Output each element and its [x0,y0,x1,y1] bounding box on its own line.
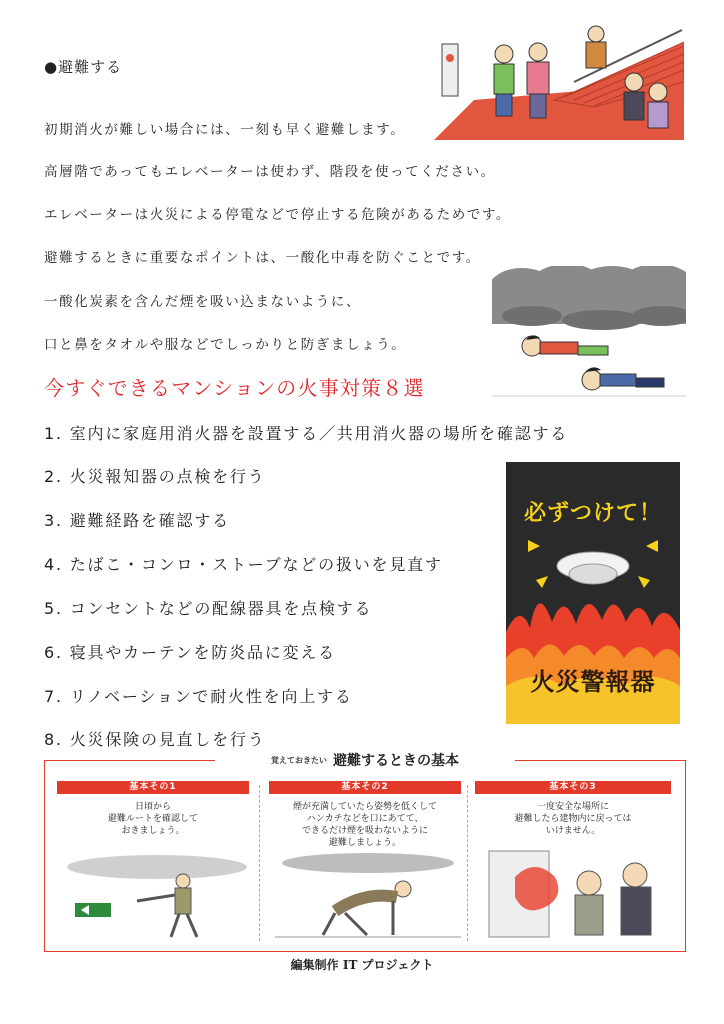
list-item: 7. リノベーションで耐火性を向上する [44,687,353,706]
paragraph-6: 口と鼻をタオルや服などでしっかりと防ぎましょう。 [44,337,407,353]
paragraph-5: 一酸化炭素を含んだ煙を吸い込まないように、 [44,294,362,310]
list-item: 3. 避難経路を確認する [44,511,230,530]
basic-2-header: 基本その2 [269,781,461,794]
panel-title: 避難するときの基本 [333,753,459,769]
list-item: 2. 火災報知器の点検を行う [44,467,266,486]
list-item: 4. たばこ・コンロ・ストーブなどの扱いを見直す [44,555,443,574]
list-item: 8. 火災保険の見直しを行う [44,730,266,749]
basic-1-header: 基本その1 [57,781,249,794]
list-item: 1. 室内に家庭用消火器を設置する／共用消火器の場所を確認する [44,424,569,443]
list-item: 5. コンセントなどの配線器具を点検する [44,599,373,618]
paragraph-3: エレベーターは火災による停電などで停止する危険があるためです。 [44,207,512,223]
exit-route-illustration [67,851,247,941]
list-item: 6. 寝具やカーテンを防炎品に変える [44,643,336,662]
basic-1-text: 日頃から 避難ルートを確認して おきましょう。 [107,802,198,836]
fire-alarm-poster [506,462,680,724]
basic-3-text: 一度安全な場所に 避難したら建物内に戻っては いけません。 [514,802,632,836]
panel-small-title: 覚えておきたい [271,755,327,765]
poster-title: 必ずつけて！ [523,501,662,526]
crawling-illustration [275,851,461,941]
divider [467,785,468,941]
footer-credit: 編集制作 IT プロジェクト [290,958,434,972]
smoke-crawling-illustration [492,266,686,402]
panel-headline [215,749,515,771]
basic-2-text: 煙が充満していたら姿勢を低くして ハンカチなどを口にあてて、 できるだけ煙を吸わないように 避難しましょう。 [292,802,437,848]
divider [259,785,260,941]
section-title: ●避難する [44,58,123,76]
basic-3-header: 基本その3 [475,781,671,794]
poster-footer: 火災警報器 [530,668,656,696]
paragraph-2: 高層階であってもエレベーターは使わず、階段を使ってください。 [44,164,496,180]
paragraph-1: 初期消火が難しい場合には、一刻も早く避難します。 [44,122,406,138]
fire-measures-heading: 今すぐできるマンションの火事対策８選 [44,376,425,400]
paragraph-4: 避難するときに重要なポイントは、一酸化中毒を防ぐことです。 [44,250,481,266]
evacuation-basics-panel [44,753,686,952]
do-not-return-illustration [485,847,669,943]
stairs-evacuation-illustration [434,22,684,140]
